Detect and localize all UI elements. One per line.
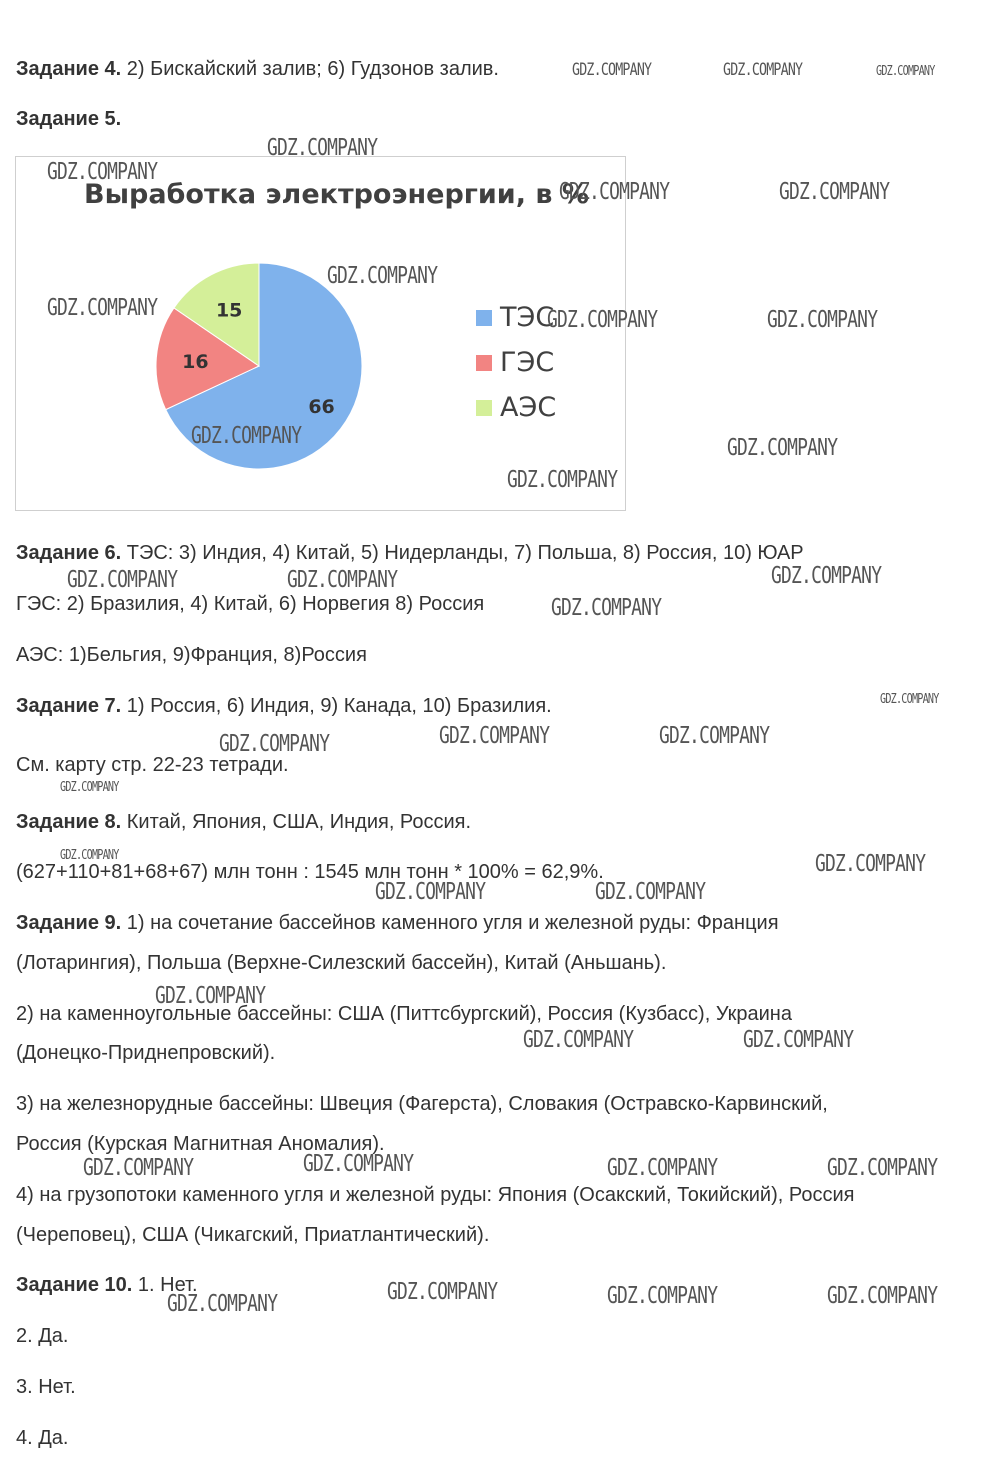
- pie-data-label-aes: 15: [215, 299, 243, 322]
- legend-label-aes: АЭС: [500, 392, 557, 423]
- watermark: GDZ.COMPANY: [771, 563, 882, 589]
- task-4-label: Задание 4.: [16, 58, 122, 80]
- watermark: GDZ.COMPANY: [547, 307, 658, 333]
- legend-swatch-tes: [476, 310, 492, 326]
- watermark: GDZ.COMPANY: [827, 1283, 938, 1309]
- task-9-line2: 2) на каменноугольные бассейны: США (Питтсбургский), Россия (Кузбасс), Украина: [16, 1003, 792, 1025]
- task-10-answer-1: 1. Нет.: [132, 1274, 198, 1296]
- watermark: GDZ.COMPANY: [387, 1279, 498, 1305]
- task-7: [16, 694, 552, 718]
- legend-label-ges: ГЭС: [500, 347, 555, 378]
- chart-title: Выработка электроэнергии, в %: [84, 179, 589, 210]
- task-10-answer-3: 3. Нет.: [16, 1376, 76, 1398]
- task-6-aes: АЭС: 1)Бельгия, 9)Франция, 8)Россия: [16, 644, 367, 666]
- watermark: GDZ.COMPANY: [155, 983, 266, 1009]
- watermark: GDZ.COMPANY: [327, 263, 438, 289]
- watermark: GDZ.COMPANY: [723, 60, 803, 80]
- legend-label-tes: ТЭС: [500, 302, 555, 333]
- legend-swatch-ges: [476, 355, 492, 371]
- task-9-line1-text: 1) на сочетание бассейнов каменного угля и железной руды: Франция: [121, 912, 779, 934]
- task-8-calc: (627+110+81+68+67) млн тонн : 1545 млн тонн * 100% = 62,9%.: [16, 861, 604, 883]
- task-8: [16, 810, 471, 834]
- watermark: GDZ.COMPANY: [523, 1027, 634, 1053]
- task-9-label: Задание 9.: [16, 912, 122, 934]
- task-6-tes: [16, 541, 804, 565]
- watermark: GDZ.COMPANY: [876, 64, 935, 79]
- task-8-label: Задание 8.: [16, 811, 122, 833]
- task-7-note: См. карту стр. 22-23 тетради.: [16, 754, 289, 776]
- watermark: GDZ.COMPANY: [47, 295, 158, 321]
- watermark: GDZ.COMPANY: [60, 780, 119, 795]
- pie-data-label-ges: 16: [182, 350, 209, 373]
- pie-data-label-tes: 66: [308, 395, 335, 418]
- watermark: GDZ.COMPANY: [659, 723, 770, 749]
- task-9-line3: 3) на железнорудные бассейны: Швеция (Фагерста), Словакия (Остравско-Карвинский,: [16, 1093, 828, 1115]
- task-9-line4: 4) на грузопотоки каменного угля и железной руды: Япония (Осакский, Токийский), Россия: [16, 1184, 855, 1206]
- watermark: GDZ.COMPANY: [191, 423, 302, 449]
- legend-swatch-aes: [476, 400, 492, 416]
- task-10-answer-2: 2. Да.: [16, 1325, 69, 1347]
- task-9-line4b: (Череповец), США (Чикагский, Приатлантический).: [16, 1224, 490, 1246]
- task-6-tes-text: ТЭС: 3) Индия, 4) Китай, 5) Нидерланды, 7) Польша, 8) Россия, 10) ЮАР: [121, 542, 804, 564]
- watermark: GDZ.COMPANY: [880, 692, 939, 707]
- pie-chart: [15, 156, 626, 511]
- task-9-line2b: (Донецко-Приднепровский).: [16, 1042, 276, 1064]
- watermark: GDZ.COMPANY: [767, 307, 878, 333]
- watermark: GDZ.COMPANY: [743, 1027, 854, 1053]
- task-6-label: Задание 6.: [16, 542, 122, 564]
- watermark: GDZ.COMPANY: [572, 60, 652, 80]
- watermark: GDZ.COMPANY: [507, 467, 618, 493]
- watermark: GDZ.COMPANY: [607, 1155, 718, 1181]
- watermark: GDZ.COMPANY: [60, 848, 119, 863]
- watermark: GDZ.COMPANY: [607, 1283, 718, 1309]
- legend-item-aes: [476, 385, 556, 430]
- watermark: GDZ.COMPANY: [219, 731, 330, 757]
- watermark: GDZ.COMPANY: [303, 1151, 414, 1177]
- task-4-text: 2) Бискайский залив; 6) Гудзонов залив.: [121, 58, 499, 80]
- task-6-ges: ГЭС: 2) Бразилия, 4) Китай, 6) Норвегия 8) Россия: [16, 593, 485, 615]
- watermark: GDZ.COMPANY: [727, 435, 838, 461]
- watermark: GDZ.COMPANY: [83, 1155, 194, 1181]
- legend-item-ges: [476, 340, 556, 385]
- watermark: GDZ.COMPANY: [827, 1155, 938, 1181]
- task-9-line3b: Россия (Курская Магнитная Аномалия).: [16, 1133, 385, 1155]
- watermark: GDZ.COMPANY: [67, 567, 178, 593]
- task-9-line1: [16, 911, 779, 935]
- task-4: [16, 57, 499, 81]
- watermark: GDZ.COMPANY: [595, 879, 706, 905]
- watermark: GDZ.COMPANY: [287, 567, 398, 593]
- watermark: GDZ.COMPANY: [439, 723, 550, 749]
- watermark: GDZ.COMPANY: [551, 595, 662, 621]
- task-7-label: Задание 7.: [16, 695, 122, 717]
- task-9-line1b: (Лотарингия), Польша (Верхне-Силезский бассейн), Китай (Аньшань).: [16, 952, 667, 974]
- watermark: GDZ.COMPANY: [47, 159, 158, 185]
- watermark: GDZ.COMPANY: [375, 879, 486, 905]
- chart-legend: [476, 295, 556, 430]
- task-10-label: Задание 10.: [16, 1274, 133, 1296]
- legend-item-tes: [476, 295, 556, 340]
- watermark: GDZ.COMPANY: [815, 851, 926, 877]
- watermark: GDZ.COMPANY: [167, 1291, 278, 1317]
- task-7-text: 1) Россия, 6) Индия, 9) Канада, 10) Бразилия.: [121, 695, 552, 717]
- task-10-answer-4: 4. Да.: [16, 1427, 69, 1449]
- watermark: GDZ.COMPANY: [779, 179, 890, 205]
- task-5: [16, 107, 121, 131]
- task-5-label: Задание 5.: [16, 108, 122, 130]
- watermark: GDZ.COMPANY: [267, 135, 378, 161]
- watermark: GDZ.COMPANY: [559, 179, 670, 205]
- task-8-text: Китай, Япония, США, Индия, Россия.: [121, 811, 472, 833]
